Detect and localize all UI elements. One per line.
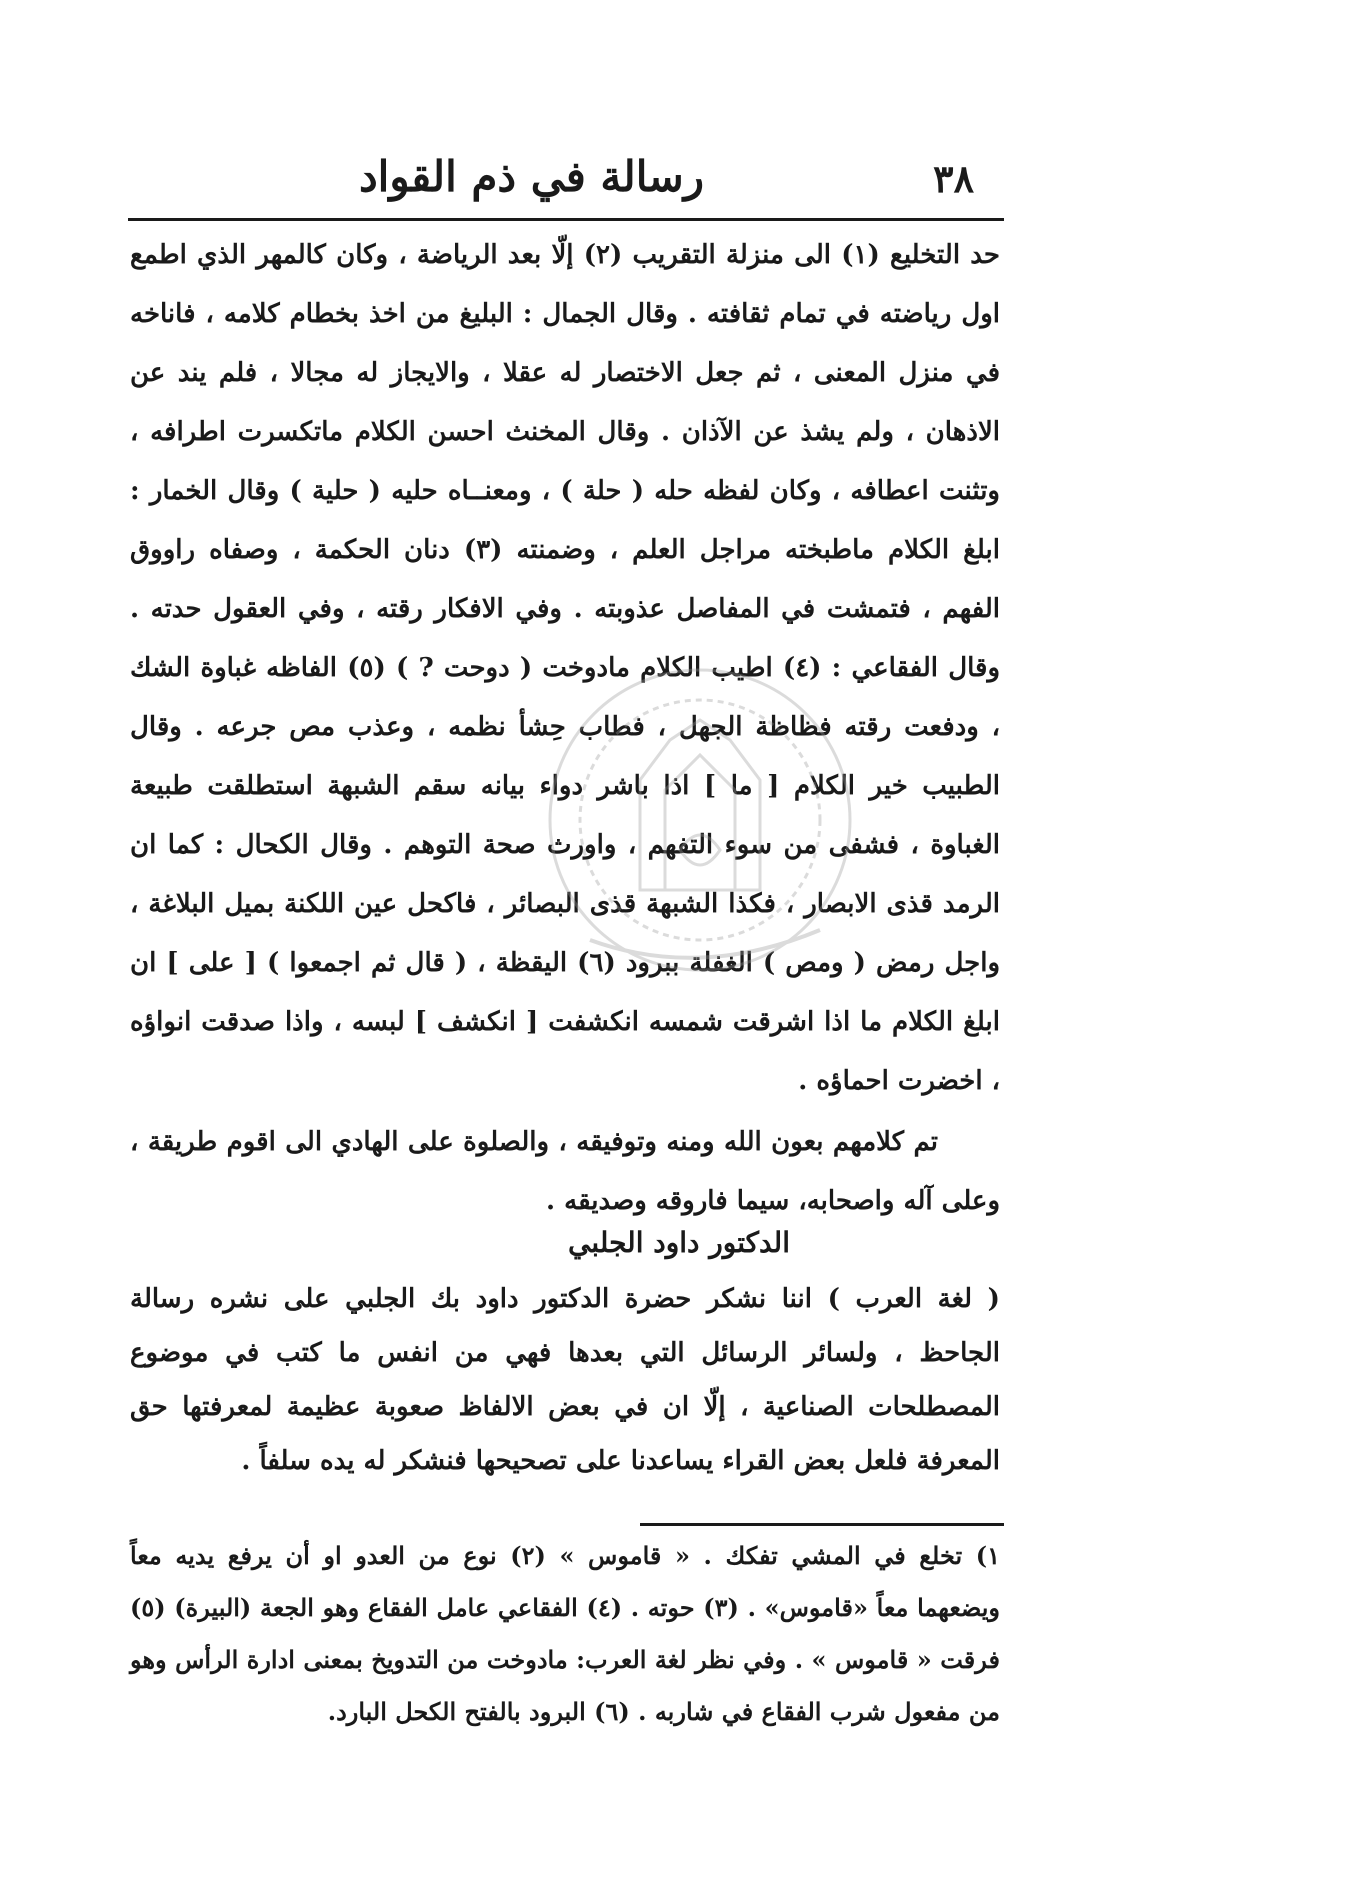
paragraph: ( لغة العرب ) اننا نشكر حضرة الدكتور داود بك الجلبي على نشره رسالة الجاحظ ، ولسائر الرسائل التي بعدها فهي من انفس ما كتب في موضوع المصطلحات الصناعية ، إلّا ان في بعض الالفاظ صعوبة عظيمة لمعرفتها حق المعرفة فلعل بعض القراء يساعدنا على تصحيحها فنشكر له يده سلفاً .	[130, 1284, 1000, 1476]
library-seal-watermark	[520, 640, 880, 1000]
author-signature: الدكتور داود الجلبي	[568, 1226, 790, 1259]
paragraph: تم كلامهم بعون الله ومنه وتوفيقه ، والصلوة على الهادي الى اقوم طريقة ، وعلى آله واصحابه، سيما فاروقه وصديقه .	[130, 1127, 1000, 1216]
editorial-note	[130, 1272, 1000, 1488]
footnote-text: ١) تخلع في المشي تفكك . « قاموس » (٢) نوع من العدو او أن يرفع يديه معاً ويضعهما معاً «قاموس» . (٣) حوته . (٤) الفقاعي عامل الفقاع وهو الجعة (البيرة) (٥) فرقت « قاموس » . وفي نظر لغة العرب: مادوخت من التدويخ بمعنى ادارة الرأس وهو من مفعول شرب الفقاع في شاربه . (٦) البرود بالفتح الكحل البارد.	[130, 1541, 1000, 1726]
page-header	[128, 150, 1004, 210]
paragraph: حد التخليع (١) الى منزلة التقريب (٢) إلّا بعد الرياضة ، وكان كالمهر الذي اطمع اول رياضته في تمام ثقافته . وقال الجمال : البليغ من اخذ بخطام كلامه ، فاناخه في منزل المعنى ، ثم جعل الاختصار له عقلا ، والايجاز له مجالا ، فلم يند عن الاذهان ، ولم يشذ عن الآذان . وقال المخنث احسن الكلام ماتكسرت اطرافه ، وتثنت اعطافه ، وكان لفظه حله ( حلة ) ، ومعنــاه حليه ( حلية ) وقال الخمار : ابلغ الكلام ماطبخته مراجل العلم ، وضمنته (٣) دنان الحكمة ، وصفاه راووق الفهم ، فتمشت في المفاصل عذوبته . وفي الافكار رقته ، وفي العقول حدته . وقال الفقاعي : (٤) اطيب الكلام مادوخت ( دوحت ? ) (٥) الفاظه غباوة الشك ، ودفعت رقته فظاظة الجهل ، فطاب حِشأ نظمه ، وعذب مص جرعه . وقال الطبيب خير الكلام [ ما ] اذا باشر دواء بيانه سقم الشبهة استطلقت طبيعة الغباوة ، فشفى من سوء التفهم ، واورث صحة التوهم . وقال الكحال : كما ان الرمد قذى الابصار ، فكذا الشبهة قذى البصائر ، فاكحل عين اللكنة بميل البلاغة ، واجل رمض ( ومص ) الغفلة ببرود (٦) اليقظة ، ( قال ثم اجمعوا ) [ على ] ان ابلغ الكلام ما اذا اشرقت شمسه انكشفت [ انكشف ] لبسه ، واذا صدقت انواؤه ، اخضرت احماؤه .	[130, 240, 1000, 1096]
footnote-rule	[640, 1523, 1004, 1526]
footnotes	[130, 1530, 1000, 1738]
page-number: ٣٨	[933, 156, 974, 201]
running-title: رسالة في ذم القواد	[358, 152, 704, 201]
header-rule	[128, 218, 1004, 221]
